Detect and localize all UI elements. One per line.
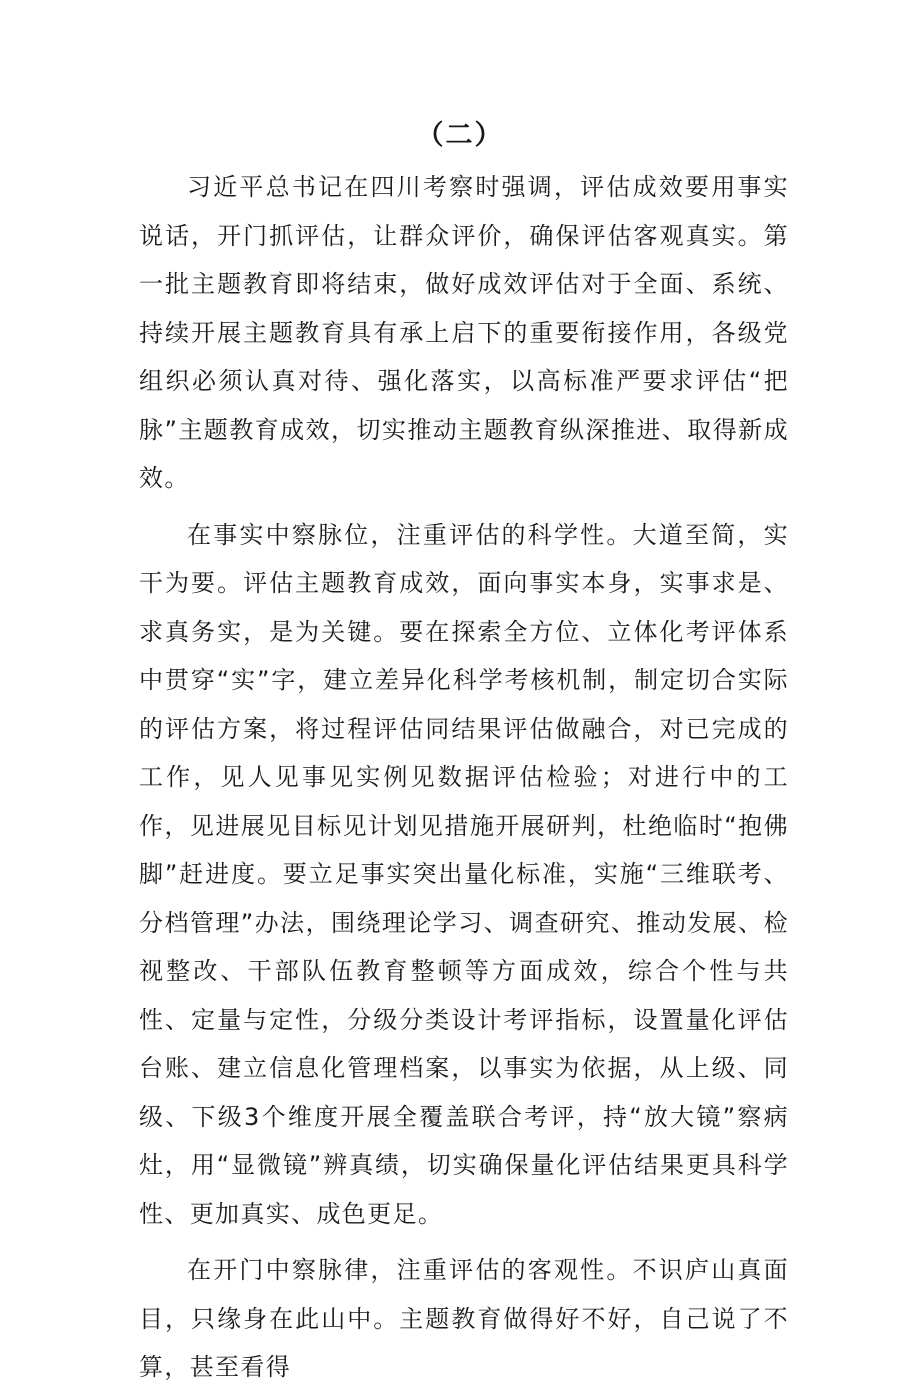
paragraph-scientific-evaluation: 在事实中察脉位，注重评估的科学性。大道至简，实干为要。评估主题教育成效，面向事实本身，实事求是、求真务实，是为关键。要在探索全方位、立体化考评体系中贯穿“实”字，建立差异化科学考核机制，制定切合实际的评估方案，将过程评估同结果评估做融合，对已完成的工作，见人见事见实例见数据评估检验；对进行中的工作，见进展见目标见计划见措施开展研判，杜绝临时“抱佛脚”赶进度。要立足事实突出量化标准，实施“三维联考、分档管理”办法，围绕理论学习、调查研究、推动发展、检视整改、干部队伍教育整顿等方面成效，综合个性与共性、定量与定性，分级分类设计考评指标，设置量化评估台账、建立信息化管理档案，以事实为依据，从上级、同级、下级3个维度开展全覆盖联合考评，持“放大镜”察病灶，用“显微镜”辨真绩，切实确保量化评估结果更具科学性、更加真实、成色更足。: [139, 520, 789, 1228]
paragraph-intro: 习近平总书记在四川考察时强调，评估成效要用事实说话，开门抓评估，让群众评价，确保评估客观真实。第一批主题教育即将结束，做好成效评估对于全面、系统、持续开展主题教育具有承上启下的重要衔接作用，各级党组织必须认真对待、强化落实，以高标准严要求评估“把脉”主题教育成效，切实推动主题教育纵深推进、取得新成效。: [139, 173, 789, 492]
paragraph-objective-evaluation: 在开门中察脉律，注重评估的客观性。不识庐山真面目，只缘身在此山中。主题教育做得好不好，自己说了不算，甚至看得: [139, 1256, 789, 1381]
section-title: （二）: [416, 120, 504, 151]
document-body: [139, 163, 789, 1392]
